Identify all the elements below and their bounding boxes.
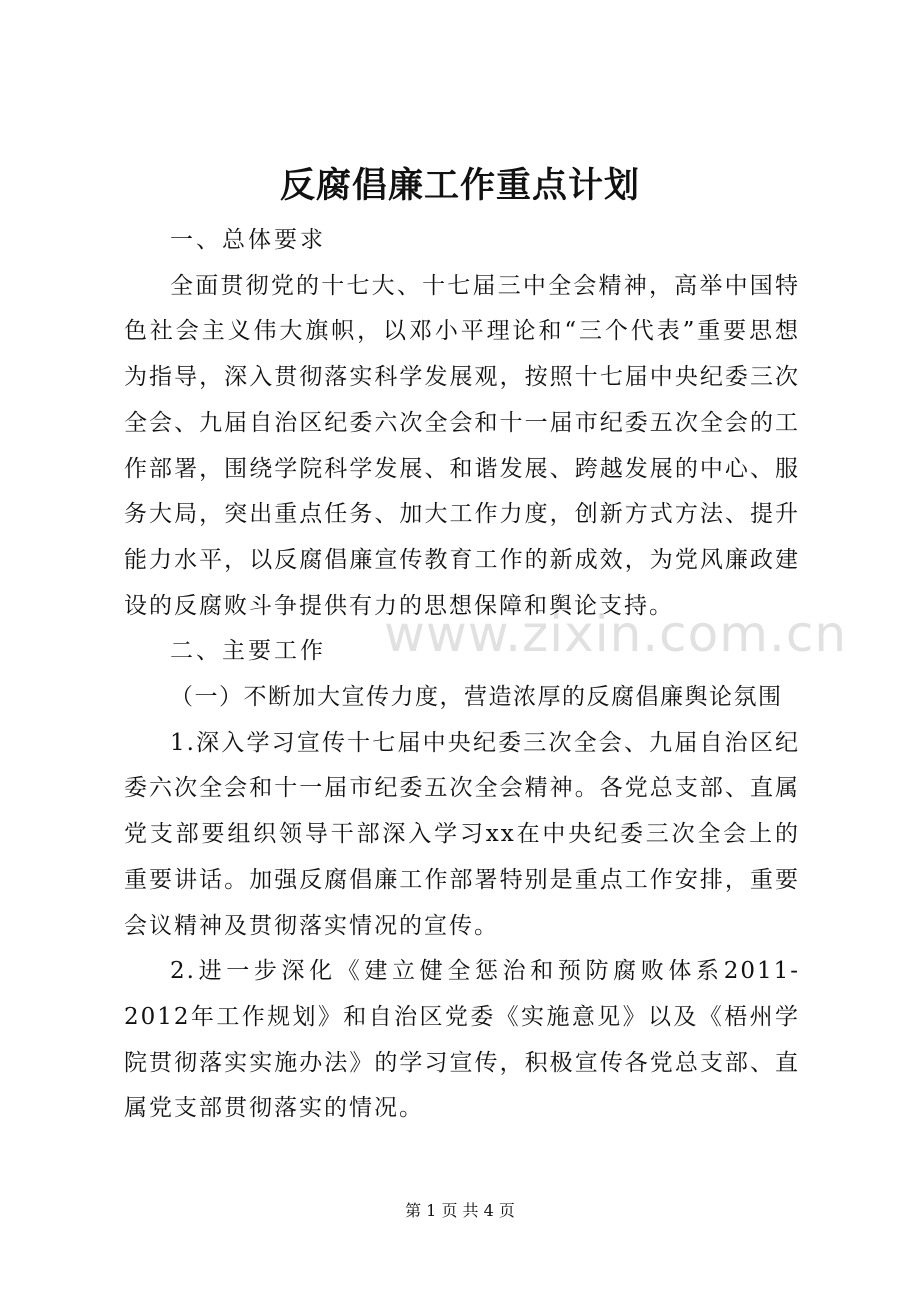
page-footer: 第 1 页 共 4 页 bbox=[405, 1201, 515, 1220]
paragraph-general-requirements: 全面贯彻党的十七大、十七届三中全会精神，高举中国特色社会主义伟大旗帜，以邓小平理论和“三个代表”重要思想为指导，深入贯彻落实科学发展观，按照十七届中央纪委三次全会、九届自治区纪委六次全会和十一届市纪委五次全会的工作部署，围绕学院科学发展、和谐发展、跨越发展的中心、服务大局，突出重点任务、加大工作力度，创新方式方法、提升能力水平，以反腐倡廉宣传教育工作的新成效，为党风廉政建设的反腐败斗争提供有力的思想保障和舆论支持。 bbox=[124, 272, 800, 619]
paragraph-item-1: 1.深入学习宣传十七届中央纪委三次全会、九届自治区纪委六次全会和十一届市纪委五次全会精神。各党总支部、直属党支部要组织领导干部深入学习xx在中央纪委三次全会上的重要讲话。加强反腐倡廉工作部署特别是重点工作安排，重要会议精神及贯彻落实情况的宣传。 bbox=[124, 729, 800, 939]
section-heading-1: 一、总体要求 bbox=[170, 227, 326, 253]
paragraph-item-2: 2.进一步深化《建立健全惩治和预防腐败体系2011-2012年工作规划》和自治区党委《实施意见》以及《梧州学院贯彻落实实施办法》的学习宣传，积极宣传各党总支部、直属党支部贯彻落实的情况。 bbox=[124, 958, 800, 1122]
document-body bbox=[124, 218, 800, 1132]
section-heading-2: 二、主要工作 bbox=[170, 638, 326, 665]
watermark: www.zixin.com.cn bbox=[384, 605, 848, 663]
subsection-heading-1: （一）不断加大宣传力度，营造浓厚的反腐倡廉舆论氛围 bbox=[170, 684, 783, 711]
document-title: 反腐倡廉工作重点计划 bbox=[279, 165, 640, 206]
